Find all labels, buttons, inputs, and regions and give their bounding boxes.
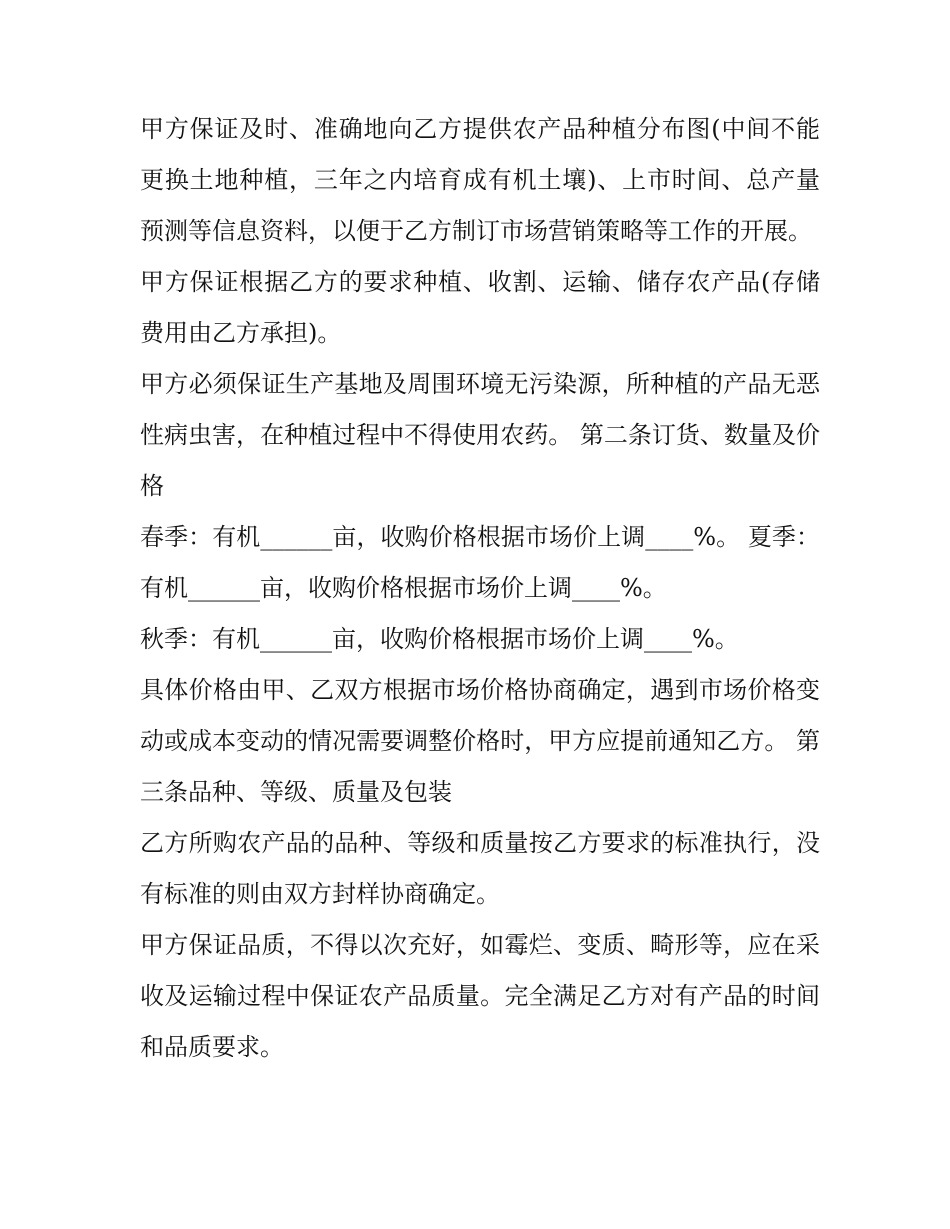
- paragraph-quality-guarantee: 甲方保证品质，不得以次充好，如霉烂、变质、畸形等，应在采收及运输过程中保证农产品质量。完全满足乙方对有产品的时间和品质要求。: [140, 931, 820, 1061]
- paragraph-planting-requirements: 甲方保证根据乙方的要求种植、收割、运输、储存农产品(存储费用由乙方承担)。: [140, 268, 820, 347]
- paragraph-quality-standard: 乙方所购农产品的品种、等级和质量按乙方要求的标准执行，没有标准的则由双方封样协商确定。: [140, 829, 820, 908]
- document-body: [140, 104, 820, 1073]
- paragraph-pollution-free: 甲方必须保证生产基地及周围环境无污染源，所种植的产品无恶性病虫害，在种植过程中不得使用农药。 第二条订货、数量及价格: [140, 370, 820, 500]
- paragraph-planting-info: 甲方保证及时、准确地向乙方提供农产品种植分布图(中间不能更换土地种植，三年之内培育成有机土壤)、上市时间、总产量预测等信息资料，以便于乙方制订市场营销策略等工作的开展。: [140, 115, 820, 245]
- paragraph-spring-summer-price: 春季：有机______亩，收购价格根据市场价上调____%。 夏季：有机______亩，收购价格根据市场价上调____%。: [140, 523, 820, 602]
- paragraph-price-negotiation: 具体价格由甲、乙双方根据市场价格协商确定，遇到市场价格变动或成本变动的情况需要调整价格时，甲方应提前通知乙方。 第三条品种、等级、质量及包装: [140, 676, 820, 806]
- paragraph-autumn-price: 秋季：有机______亩，收购价格根据市场价上调____%。: [140, 625, 739, 653]
